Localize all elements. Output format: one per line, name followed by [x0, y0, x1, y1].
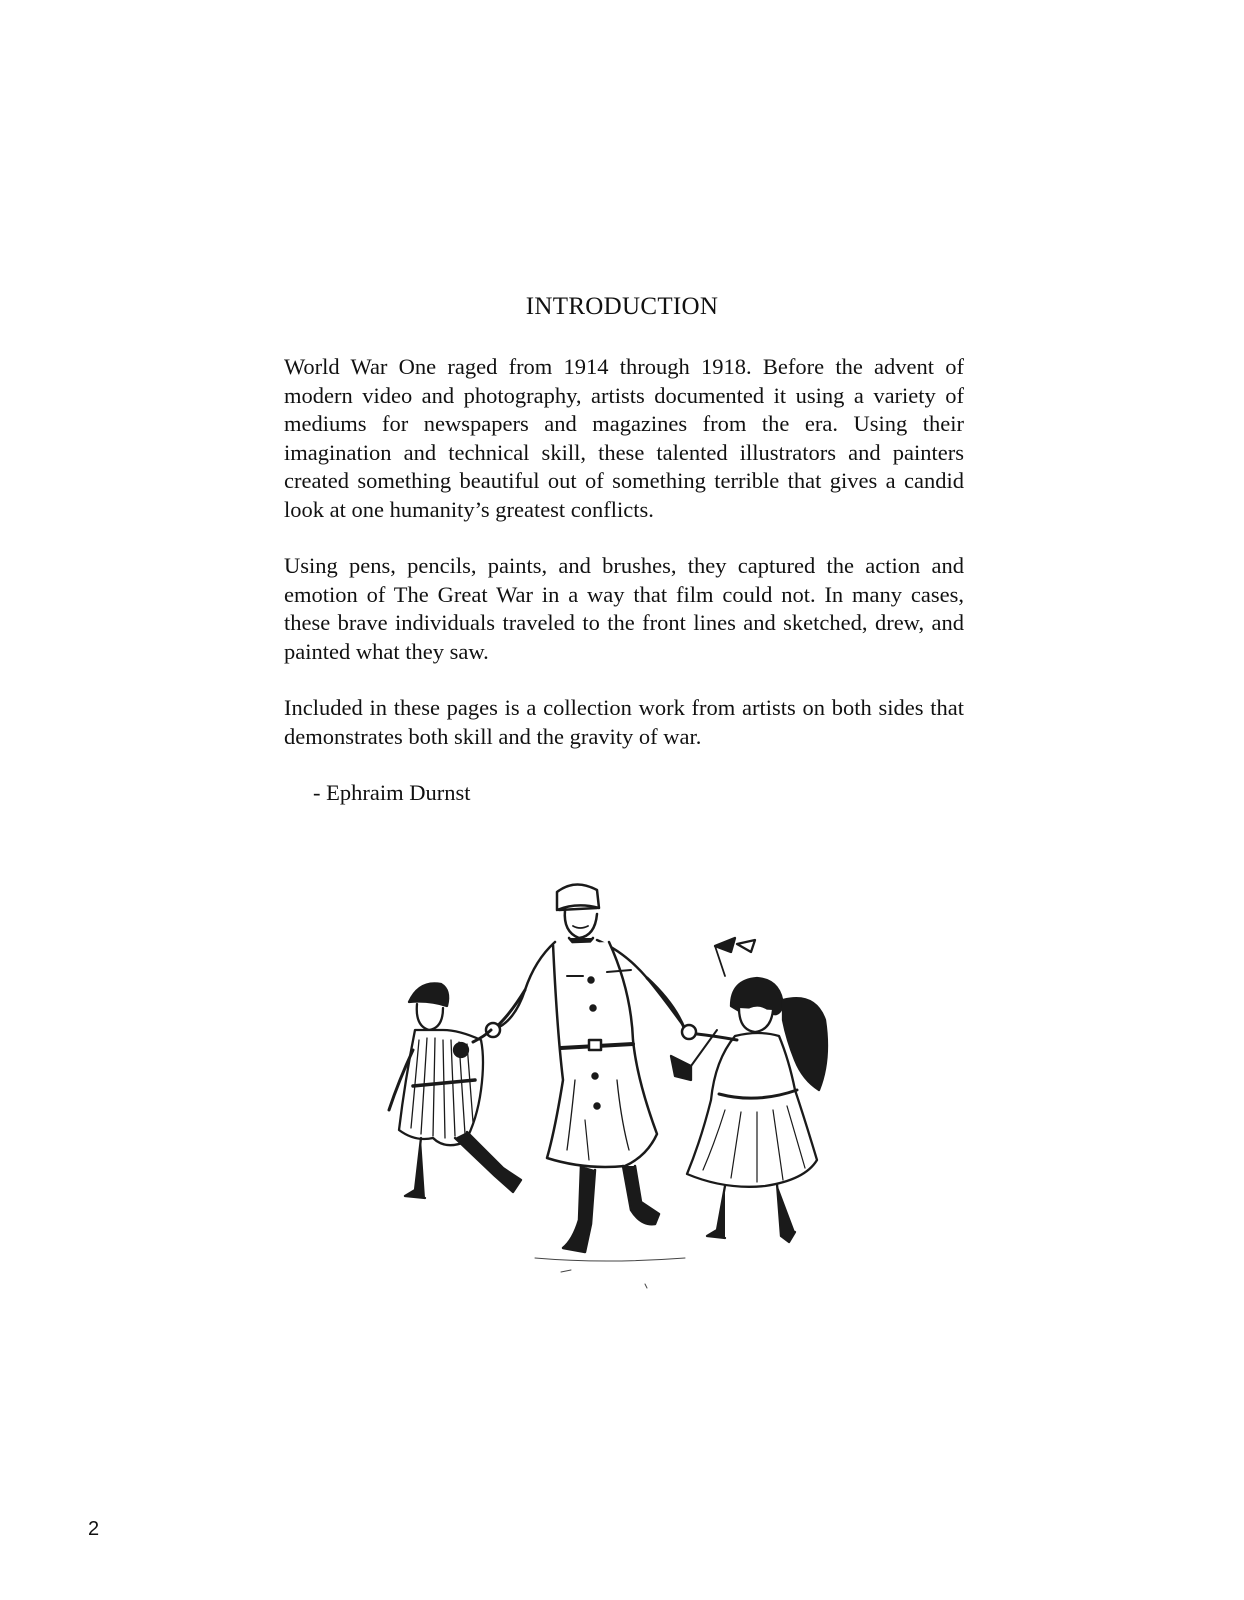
- paragraph-3: Included in these pages is a collection work from artists on both sides that demonstrates both skill and the gravity of war.: [284, 695, 964, 749]
- soldier-figure: [486, 884, 696, 1252]
- soldier-with-children-illustration: [385, 880, 855, 1300]
- paragraph-2: Using pens, pencils, paints, and brushes, they captured the action and emotion of The Great War in a way that film could not. In many cases, these brave individuals traveled to the front lines and sketched, drew, and painted what they saw.: [284, 553, 964, 664]
- page-title: INTRODUCTION: [525, 293, 719, 320]
- right-child-figure: [671, 938, 827, 1242]
- author-signature: - Ephraim Durnst: [313, 780, 471, 805]
- left-child-figure: [389, 983, 521, 1198]
- paragraph-1: World War One raged from 1914 through 1918. Before the advent of modern video and photography, artists documented it using a variety of mediums for newspapers and magazines from the era. Using their imagination and technical skill, these talented illustrators and painters created something beautiful out of something terrible that gives a candid look at one humanity’s greatest conflicts.: [284, 354, 964, 522]
- introduction-body: [284, 353, 964, 808]
- page-number: 2: [88, 1518, 100, 1540]
- soldier-with-children-sketch-icon: [385, 880, 855, 1300]
- ground-sketch: [535, 1258, 685, 1288]
